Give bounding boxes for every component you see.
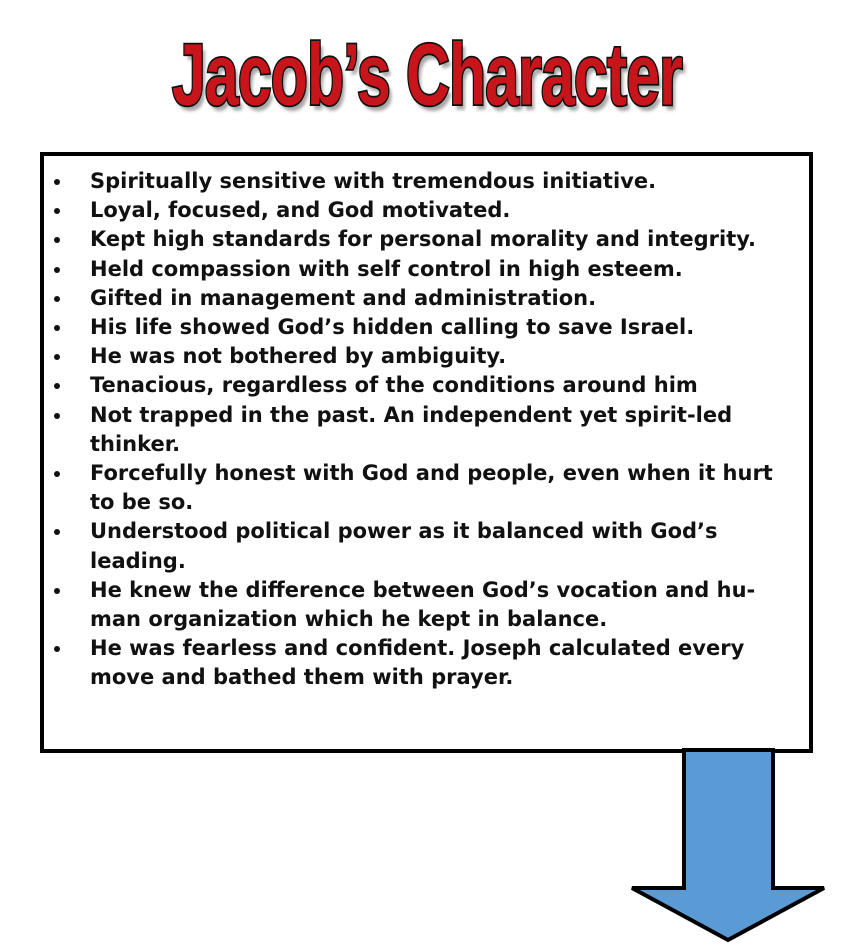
page-title: Jacob’s Character — [172, 25, 682, 124]
list-item — [44, 576, 809, 634]
list-item — [44, 459, 809, 517]
list-item — [44, 167, 809, 196]
list-item — [44, 196, 809, 225]
title-container — [0, 4, 854, 134]
bullet-icon — [54, 237, 60, 243]
list-item — [44, 517, 809, 575]
trait-text: Forcefully honest with God and people, even when it hurt to be so. — [90, 461, 773, 515]
list-item — [44, 284, 809, 313]
trait-text: Tenacious, regardless of the conditions around him — [90, 373, 698, 398]
bullet-icon — [54, 354, 60, 360]
traits-list — [44, 167, 809, 693]
trait-text: Understood political power as it balanced with God’s leading. — [90, 519, 718, 573]
list-item — [44, 401, 809, 459]
bullet-icon — [54, 588, 60, 594]
trait-text: Loyal, focused, and God motivated. — [90, 198, 511, 223]
bullet-icon — [54, 325, 60, 331]
bullet-icon — [54, 267, 60, 273]
trait-text: Kept high standards for personal morality and integrity. — [90, 227, 756, 252]
trait-text: Held compassion with self control in high esteem. — [90, 256, 683, 281]
list-item — [44, 255, 809, 284]
list-item — [44, 634, 809, 692]
trait-text: He was fearless and confident. Joseph calculated every move and bathed them with prayer. — [90, 636, 745, 690]
list-item — [44, 342, 809, 371]
bullet-icon — [54, 179, 60, 185]
bullet-icon — [54, 529, 60, 535]
trait-text: Gifted in management and administration. — [90, 285, 597, 310]
bullet-icon — [54, 383, 60, 389]
bullet-icon — [54, 208, 60, 214]
trait-text: He knew the difference between God’s vocation and hu-man organization which he kept in balance. — [90, 577, 756, 632]
bullet-icon — [54, 646, 60, 652]
list-item — [44, 313, 809, 342]
trait-text: Not trapped in the past. An independent yet spirit-led thinker. — [90, 402, 733, 456]
trait-text: His life showed God’s hidden calling to save Israel. — [90, 315, 695, 340]
down-arrow-icon — [628, 748, 828, 946]
bullet-icon — [54, 413, 60, 419]
list-item — [44, 371, 809, 400]
bullet-icon — [54, 296, 60, 302]
bullet-icon — [54, 471, 60, 477]
trait-text: Spiritually sensitive with tremendous initiative. — [90, 169, 657, 193]
list-item — [44, 225, 809, 254]
traits-box — [40, 152, 813, 753]
trait-text: He was not bothered by ambiguity. — [90, 344, 507, 369]
